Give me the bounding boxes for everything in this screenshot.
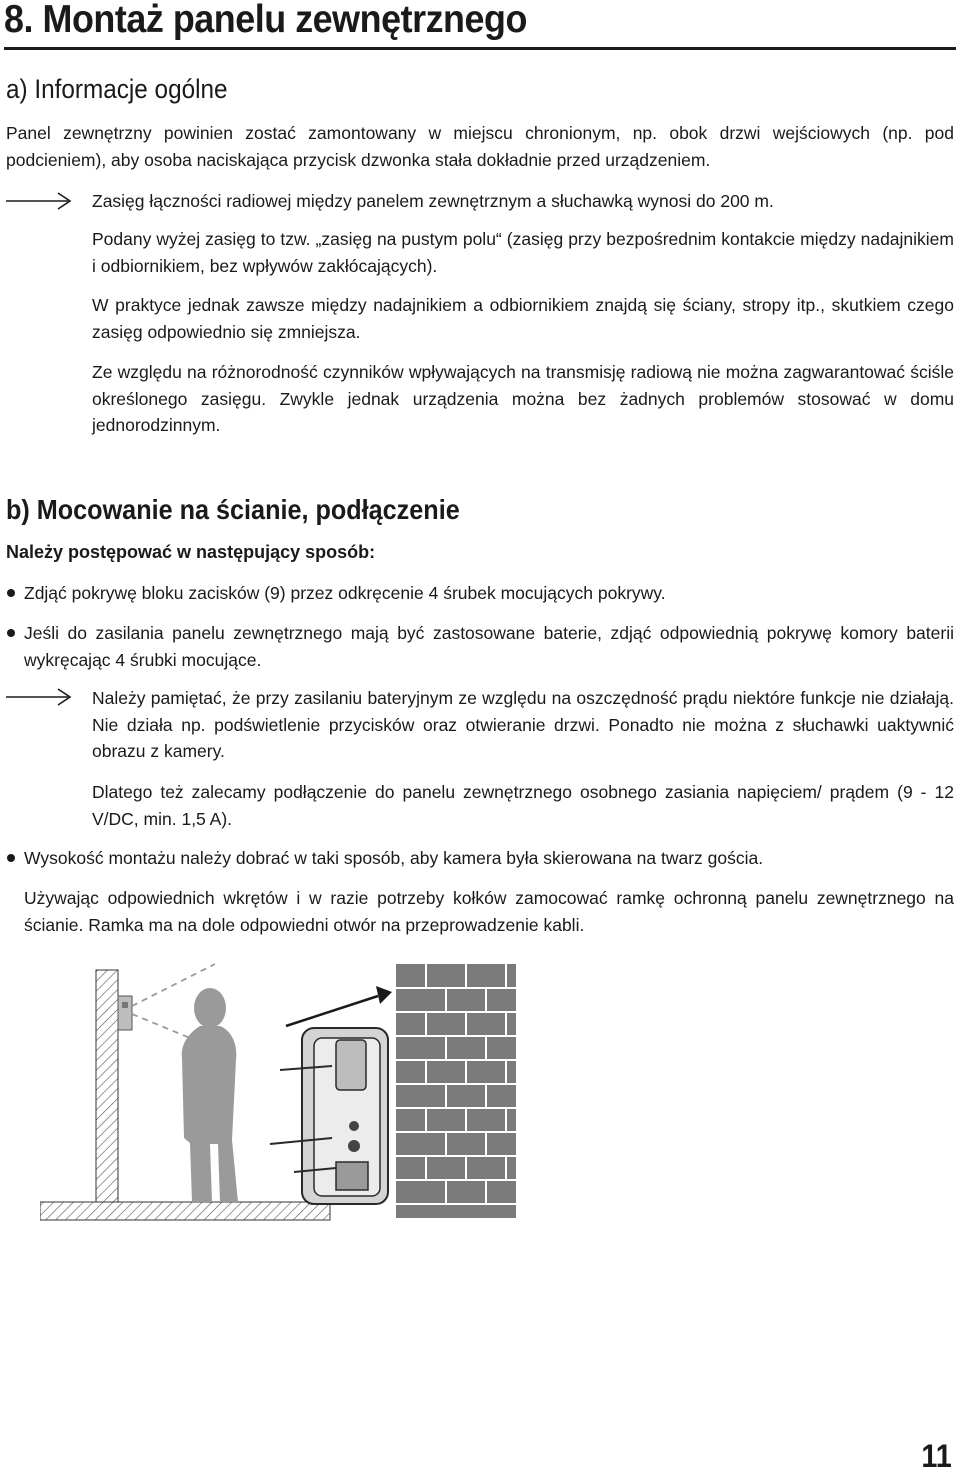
section-a-note-guarantee: Ze względu na różnorodność czynników wpływających na transmisję radiową nie można zagwarantować ściśle określonego zasięgu. Zwykle jednak urządzenia można bez żadnych problemów stosować w domu jednorodzinnym. [92, 362, 954, 435]
title-underline [4, 47, 956, 50]
bullet-remove-cover: Zdjąć pokrywę bloku zacisków (9) przez odkręcenie 4 śrubek mocujących pokrywy. [24, 583, 666, 603]
page-number: 11 [921, 1438, 952, 1474]
mounting-illustration [40, 948, 540, 1228]
arrow-right-icon [6, 687, 72, 707]
section-a-intro: Panel zewnętrzny powinien zostać zamontowany w miejscu chronionym, np. obok drzwi wejściowych (np. pod podcieniem), aby osoba naciskająca przycisk dzwonka stała dokładnie przed urządzeniem. [6, 123, 954, 170]
bullet-icon [7, 854, 15, 862]
section-b-title: b) Mocowanie na ścianie, podłączenie [6, 494, 460, 525]
bullet-icon [7, 589, 15, 597]
arrow-icon [286, 986, 392, 1026]
person-silhouette [182, 988, 238, 1202]
brick-wall [396, 964, 516, 1218]
mounting-frame [302, 1028, 388, 1204]
bullet-mount-height: Wysokość montażu należy dobrać w taki sposób, aby kamera była skierowana na twarz gościa. [24, 848, 764, 868]
section-b-note-battery: Należy pamiętać, że przy zasilaniu bateryjnym ze względu na oszczędność prądu niektóre funkcje nie działają. Nie działa np. podświetlenie przycisków oraz otwieranie drzwi. Ponadto nie można z słuchawki uaktywnić obrazu z kamery. [92, 688, 954, 761]
bullet-battery-cover: Jeśli do zasilania panelu zewnętrznego mają być zastosowane baterie, zdjąć odpowiednią pokrywę komory baterii wykręcając 4 śrubki mocujące. [24, 623, 954, 670]
section-b-mounting-paragraph: Używając odpowiednich wkrętów i w razie potrzeby kołków zamocować ramkę ochronną panelu zewnętrznego na ścianie. Ramka ma na dole odpowiedni otwór na przeprowadzenie kabli. [24, 888, 954, 935]
page-title: 8. Montaż panelu zewnętrznego [4, 0, 527, 41]
bullet-icon [7, 629, 15, 637]
arrow-right-icon [6, 191, 72, 211]
section-b-note-power-supply: Dlatego też zalecamy podłączenie do panelu zewnętrznego osobnego zasiania napięciem/ prądem (9 - 12 V/DC, min. 1,5 A). [92, 782, 954, 829]
section-a-note-open-field: Podany wyżej zasięg to tzw. „zasięg na pustym polu“ (zasięg przy bezpośrednim kontakcie między nadajnikiem i odbiornikiem, bez wpływów zakłócających). [92, 229, 954, 276]
section-a-title: a) Informacje ogólne [6, 74, 228, 104]
section-b-subtitle: Należy postępować w następujący sposób: [6, 542, 376, 562]
section-a-note-walls: W praktyce jednak zawsze między nadajnikiem a odbiornikiem znajdą się ściany, stropy itp., skutkiem czego zasięg odpowiednio się zmniejsza. [92, 295, 954, 342]
door-panel-icon [118, 996, 132, 1030]
section-a-note-range: Zasięg łączności radiowej między panelem zewnętrznym a słuchawką wynosi do 200 m. [92, 191, 774, 211]
